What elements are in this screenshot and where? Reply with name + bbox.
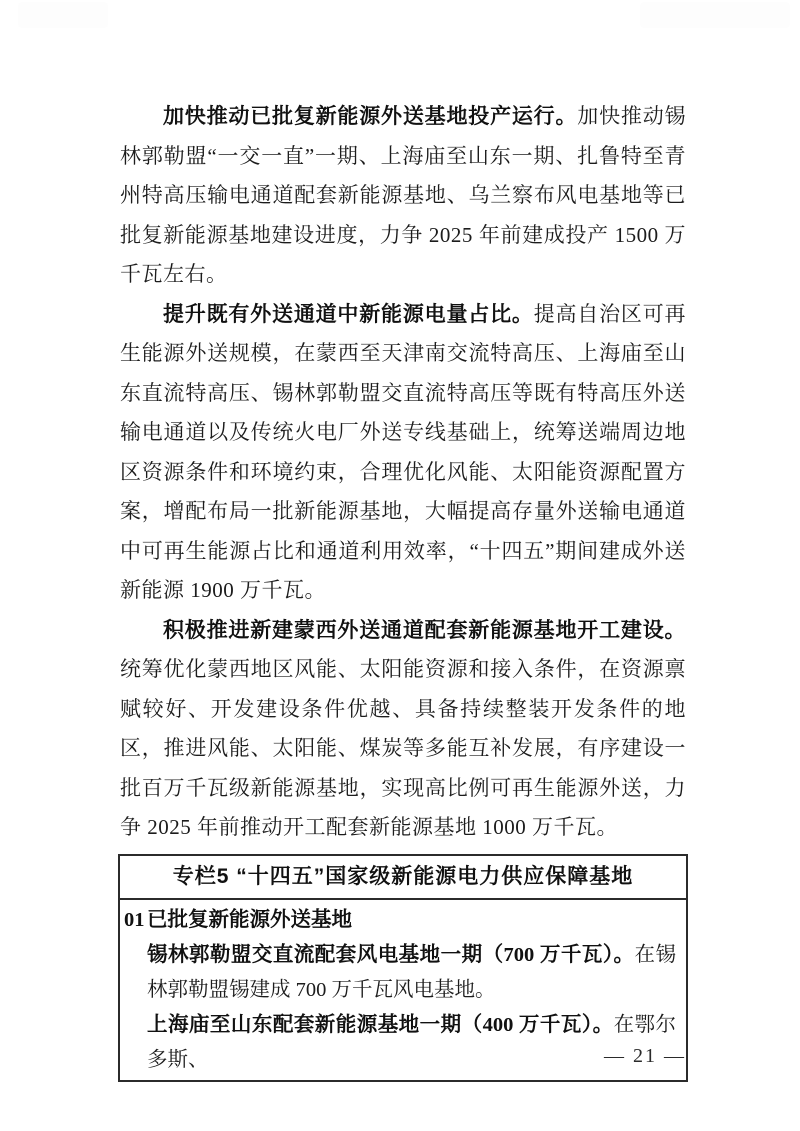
callout-section-number: 01 bbox=[124, 908, 145, 931]
scan-artifact-top-left bbox=[18, 2, 108, 28]
callout-section-heading bbox=[124, 903, 676, 938]
page-number: — 21 — bbox=[604, 1045, 686, 1067]
callout-item-2-name: 上海庙至山东配套新能源基地一期（400 万千瓦）。 bbox=[147, 1013, 614, 1036]
callout-section-heading-text: 已批复新能源外送基地 bbox=[147, 908, 352, 931]
paragraph-3-lead: 积极推进新建蒙西外送通道配套新能源基地开工建设。 bbox=[163, 618, 686, 642]
callout-item-1-name: 锡林郭勒盟交直流配套风电基地一期（700 万千瓦）。 bbox=[147, 943, 635, 966]
callout-item-1 bbox=[147, 938, 676, 1008]
scan-artifact-top-right bbox=[640, 2, 790, 28]
page-content bbox=[120, 97, 686, 1082]
paragraph-2-body: 提高自治区可再生能源外送规模，在蒙西至天津南交流特高压、上海庙至山东直流特高压、锡林郭勒盟交直流特高压等既有特高压外送输电通道以及传统火电厂外送专线基础上，统筹送端周边地区资源条件和环境约束，合理优化风能、太阳能资源配置方案，增配布局一批新能源基地，大幅提高存量外送输电通道中可再生能源占比和通道利用效率，“十四五”期间建成外送新能源 1900 万千瓦。 bbox=[120, 301, 687, 602]
callout-box-title: 专栏5 “十四五”国家级新能源电力供应保障基地 bbox=[120, 856, 686, 900]
paragraph-1-body: 加快推动锡林郭勒盟“一交一直”一期、上海庙至山东一期、扎鲁特至青州特高压输电通道配套新能源基地、乌兰察布风电基地等已批复新能源基地建设进度，力争 2025 年前建成投产 1500 万千瓦左右。 bbox=[120, 104, 686, 286]
paragraph-3-body: 统筹优化蒙西地区风能、太阳能资源和接入条件，在资源禀赋较好、开发建设条件优越、具备持续整装开发条件的地区，推进风能、太阳能、煤炭等多能互补发展，有序建设一批百万千瓦级新能源基地，实现高比例可再生能源外送，力争 2025 年前推动开工配套新能源基地 1000 万千瓦。 bbox=[120, 657, 686, 839]
paragraph-2 bbox=[120, 295, 686, 611]
callout-item-1-desc: 在锡林郭勒盟锡建成 700 万千瓦风电基地。 bbox=[147, 943, 677, 1001]
paragraph-1 bbox=[120, 97, 686, 295]
callout-item-2-desc: 在鄂尔多斯、 bbox=[147, 1013, 677, 1071]
paragraph-1-lead: 加快推动已批复新能源外送基地投产运行。 bbox=[163, 105, 578, 128]
paragraph-2-lead: 提升既有外送通道中新能源电量占比。 bbox=[163, 302, 534, 326]
paragraph-3 bbox=[120, 611, 686, 848]
